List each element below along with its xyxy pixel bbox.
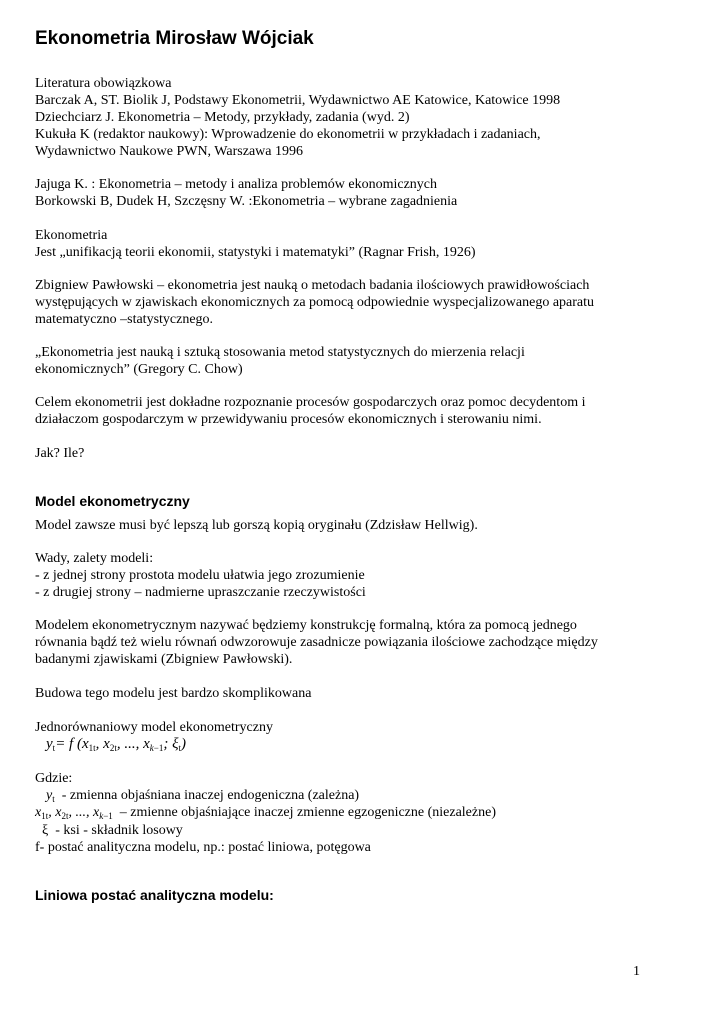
xi-description: - ksi - składnik losowy (55, 823, 183, 838)
model-definition-line: badanymi zjawiskami (Zbigniew Pawłowski). (35, 652, 293, 667)
model-definition-line: równania bądź też wielu równań odwzorowuje zasadnicze powiązania ilościowe zachodzące między (35, 635, 598, 650)
definition-frish: Jest „unifikacją teorii ekonomii, statystyki i matematyki” (Ragnar Frish, 1926) (35, 245, 476, 260)
definition-chow-line: „Ekonometria jest nauką i sztuką stosowania metod statystycznych do mierzenia relacji (35, 345, 525, 360)
y-variable-symbol: $y_t$ (46, 788, 55, 804)
definition-cel-line: Celem ekonometrii jest dokładne rozpoznanie procesów gospodarczych oraz pomoc decydentom i (35, 395, 586, 410)
literatura-item: Dziechciarz J. Ekonometria – Metody, przykłady, zadania (wyd. 2) (35, 110, 410, 125)
f-description: f- postać analityczna modelu, np.: postać liniowa, potęgowa (35, 840, 371, 855)
model-heading: Model ekonometryczny (35, 493, 190, 509)
wady-heading: Wady, zalety modeli: (35, 551, 154, 566)
y-description: - zmienna objaśniana inaczej endogeniczna (zależna) (61, 788, 360, 803)
jednorownaniowy-label: Jednorównaniowy model ekonometryczny (35, 720, 273, 735)
literatura-item: Wydawnictwo Naukowe PWN, Warszawa 1996 (35, 144, 303, 159)
literatura-item: Barczak A, ST. Biolik J, Podstawy Ekonometrii, Wydawnictwo AE Katowice, Katowice 1998 (35, 93, 561, 108)
model-budowa: Budowa tego modelu jest bardzo skomplikowana (35, 686, 312, 701)
model-hellwig: Model zawsze musi być lepszą lub gorszą kopią oryginału (Zdzisław Hellwig). (35, 518, 478, 533)
page-title: Ekonometria Mirosław Wójciak (35, 28, 314, 49)
model-definition-line: Modelem ekonometrycznym nazywać będziemy konstrukcję formalną, która za pomocą jednego (35, 618, 577, 633)
literatura-item: Kukuła K (redaktor naukowy): Wprowadzenie do ekonometrii w przykładach i zadaniach, (35, 127, 541, 142)
page-number: 1 (633, 964, 640, 979)
gdzie-label: Gdzie: (35, 771, 73, 786)
literatura-extra-item: Jajuga K. : Ekonometria – metody i analiza problemów ekonomicznych (35, 177, 437, 192)
xi-symbol: ξ (42, 823, 49, 838)
wady-item: - z drugiej strony – nadmierne upraszczanie rzeczywistości (35, 585, 366, 600)
xi-description-row (42, 822, 183, 839)
definition-cel-line: działaczom gospodarczym w przewidywaniu procesów ekonomicznych i sterowaniu nimi. (35, 412, 542, 427)
definition-term: Ekonometria (35, 228, 108, 243)
literatura-extra-item: Borkowski B, Dudek H, Szczęsny W. :Ekonometria – wybrane zagadnienia (35, 194, 458, 209)
liniowa-heading: Liniowa postać analityczna modelu: (35, 887, 274, 903)
definition-pawlowski-line: matematyczno –statystycznego. (35, 312, 214, 327)
definition-pawlowski-line: występujących w zjawiskach ekonomicznych za pomocą odpowiednie wyspecjalizowanego aparatu (35, 295, 595, 310)
literatura-heading: Literatura obowiązkowa (35, 76, 172, 91)
x-variables-symbol: $x_{1t}$, $x_{2t}$, ..., $x_{k-1}$ (35, 805, 113, 821)
model-equation: $y_t= f$ ($x_{1t}$, $x_{2t}$, ..., $x_{k-1}$; $\xi_t$) (46, 736, 187, 753)
definition-pawlowski-line: Zbigniew Pawłowski – ekonometria jest nauką o metodach badania ilościowych prawidłowościach (35, 278, 590, 293)
x-description: – zmienne objaśniające inaczej zmienne egzogeniczne (niezależne) (119, 805, 496, 820)
wady-item: - z jednej strony prostota modelu ułatwia jego zrozumienie (35, 568, 365, 583)
definition-chow-line: ekonomicznych” (Gregory C. Chow) (35, 362, 243, 377)
question-text: Jak? Ile? (35, 446, 85, 461)
